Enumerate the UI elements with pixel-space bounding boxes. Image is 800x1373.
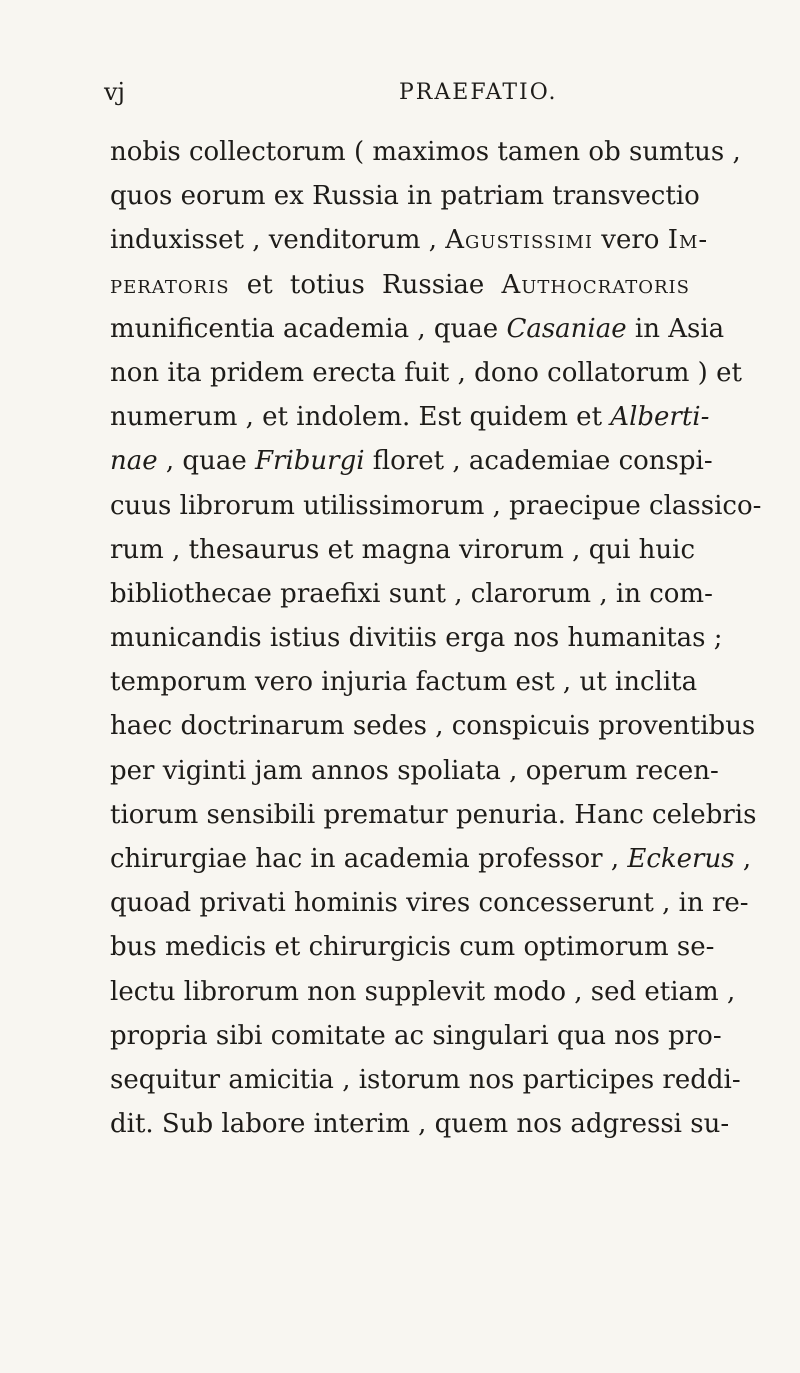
text-segment: floret , academiae conspi-	[364, 446, 713, 477]
text-segment: numerum , et indolem. Est quidem et	[110, 402, 611, 433]
text-segment: non ita pridem erecta fuit , dono collatorum ) et	[110, 357, 742, 388]
text-segment: Friburgi	[254, 446, 365, 477]
text-segment: ,	[734, 844, 752, 874]
text-line	[110, 130, 741, 174]
text-segment: nae	[110, 446, 158, 477]
text-line	[110, 572, 713, 616]
text-segment: lectu librorum non supplevit modo , sed etiam ,	[110, 976, 736, 1007]
text-segment: vero	[593, 225, 668, 256]
text-line	[110, 704, 756, 748]
text-line	[110, 528, 696, 572]
text-segment: bibliothecae praefixi sunt , clarorum , in com-	[110, 578, 713, 609]
text-line	[110, 484, 762, 528]
text-line	[110, 660, 698, 704]
text-segment: Authocratoris	[501, 269, 690, 300]
text-segment: nobis collectorum ( maximos tamen ob sumtus ,	[110, 137, 741, 167]
text-line	[110, 749, 719, 793]
text-segment: peratoris	[110, 269, 230, 300]
text-segment: rum , thesaurus et magna virorum , qui huic	[110, 534, 696, 565]
text-segment: per viginti jam annos spoliata , operum recen-	[110, 755, 719, 786]
text-segment: induxisset , venditorum ,	[110, 225, 446, 256]
text-segment: quoad privati hominis vires concesserunt , in re-	[110, 888, 749, 919]
body-text	[110, 130, 762, 1146]
text-segment: municandis istius divitiis erga nos humanitas ;	[110, 623, 723, 654]
text-line	[110, 351, 742, 395]
text-line	[110, 1058, 741, 1102]
text-line	[110, 1014, 722, 1058]
text-line	[110, 1102, 730, 1146]
text-line	[110, 837, 752, 881]
text-segment: propria sibi comitate ac singulari qua nos pro-	[110, 1020, 722, 1051]
text-segment: tiorum sensibili prematur penuria. Hanc celebris	[110, 799, 757, 830]
text-segment: et totius Russiae	[229, 269, 502, 300]
text-line	[110, 218, 709, 262]
text-line	[110, 616, 723, 660]
text-segment: Casaniae	[506, 313, 627, 344]
text-line	[110, 307, 725, 351]
text-segment: Alberti-	[610, 402, 710, 433]
running-head	[104, 78, 704, 112]
text-segment: Im-	[667, 225, 709, 256]
text-segment: Agustissimi	[445, 225, 594, 256]
text-segment: cuus librorum utilissimorum , praecipue classico-	[110, 490, 762, 521]
text-segment: chirurgiae hac in academia professor ,	[110, 844, 628, 874]
text-segment: dit. Sub labore interim , quem nos adgressi su-	[110, 1109, 730, 1140]
text-line	[110, 925, 715, 969]
text-segment: quos eorum ex Russia in patriam transvectio	[110, 181, 700, 212]
text-segment: temporum vero injuria factum est , ut inclita	[110, 667, 698, 698]
running-title: PRAEFATIO.	[399, 80, 558, 105]
text-segment: sequitur amicitia , istorum nos participes reddi-	[110, 1064, 741, 1095]
text-line	[110, 263, 690, 307]
text-line	[110, 793, 757, 837]
text-line	[110, 395, 710, 439]
text-line	[110, 174, 700, 218]
text-line	[110, 439, 713, 483]
text-segment: munificentia academia , quae	[110, 313, 507, 344]
text-segment: in Asia	[626, 313, 725, 344]
text-segment: haec doctrinarum sedes , conspicuis proventibus	[110, 711, 756, 742]
text-line	[110, 881, 749, 925]
page-number: vj	[104, 78, 125, 106]
text-segment: bus medicis et chirurgicis cum optimorum se-	[110, 932, 715, 963]
text-line	[110, 970, 736, 1014]
text-segment: Eckerus	[627, 844, 735, 874]
text-segment: , quae	[157, 446, 255, 477]
